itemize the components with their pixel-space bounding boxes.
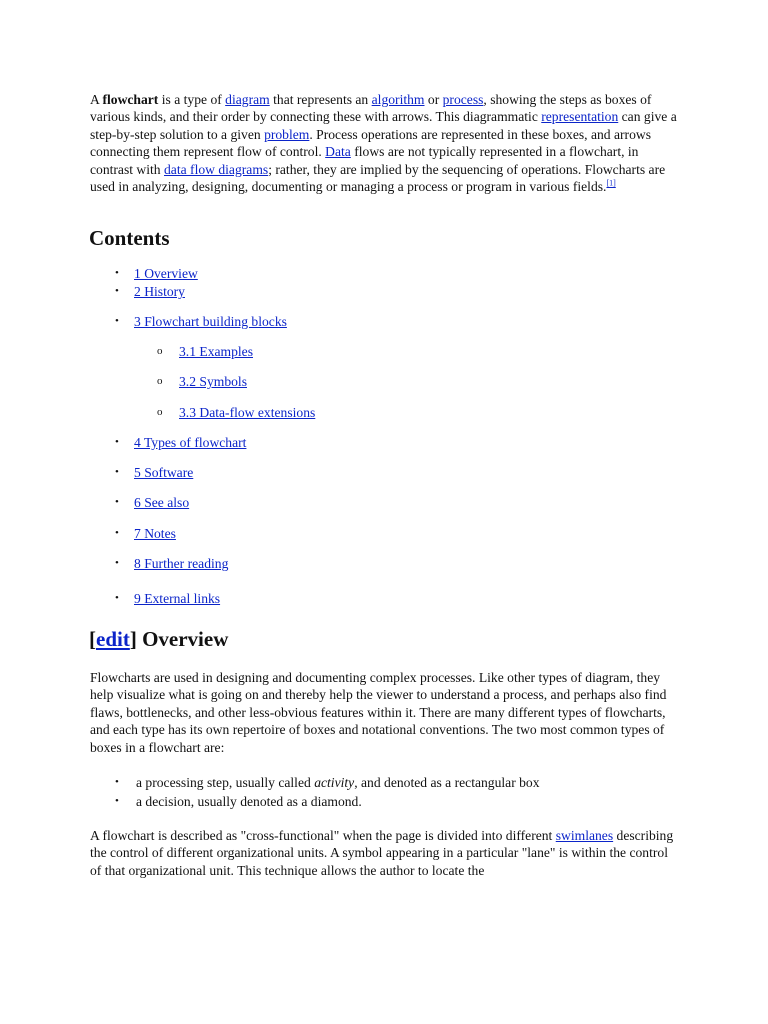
toc-subitem[interactable] (157, 343, 253, 360)
intro-text: flows are not typically represented in a flowchart, in contrast with (90, 144, 639, 177)
intro-bold-term: flowchart (102, 92, 159, 107)
toc-item[interactable] (115, 434, 247, 451)
toc-subitem[interactable] (157, 404, 316, 421)
bullet-icon: • (115, 795, 119, 807)
intro-paragraph (90, 91, 680, 195)
link-problem[interactable]: problem (264, 126, 310, 142)
link-diagram[interactable]: diagram (225, 92, 270, 107)
list-item-emphasis: activity (314, 775, 355, 790)
intro-text: . Process operations are represented in these boxes, and arrows connecting them represent flow of control. (90, 126, 651, 160)
toc-subitem[interactable] (157, 373, 247, 390)
toc-item[interactable] (115, 555, 229, 572)
toc-item[interactable] (115, 265, 198, 282)
link-data[interactable]: Data (325, 144, 351, 160)
list-item (115, 774, 540, 791)
link-process[interactable]: process (442, 92, 484, 107)
overview-paragraph: Flowcharts are used in designing and documenting complex processes. Like other types of diagram, they help visualize what is going on and thereby help the viewer to understand a process, and perhaps also find flaws, bottlenecks, and other less-obvious features within it. There are many different types of flowcharts, and each type has its own repertoire of boxes and notational conventions. The two most common types of boxes in a flowchart are: (90, 670, 667, 755)
bullet-icon: • (115, 496, 119, 508)
paragraph-text: A flowchart is described as "cross-functional" when the page is divided into different (90, 828, 556, 843)
bullet-icon: • (115, 315, 119, 327)
toc-link-software[interactable]: 5 Software (134, 465, 194, 480)
intro-text: is a type of (158, 92, 226, 107)
intro-text: can give a step-by-step solution to a given (90, 109, 677, 142)
cross-functional-paragraph (90, 827, 680, 879)
toc-link-symbols[interactable]: 3.2 Symbols (179, 374, 247, 389)
toc-link-history[interactable]: 2 History (134, 284, 185, 299)
edit-link[interactable]: edit (96, 627, 130, 651)
toc-link-overview[interactable]: 1 Overview (134, 266, 198, 281)
overview-heading (89, 625, 228, 653)
toc-item[interactable] (115, 590, 221, 607)
overview-title-text: Overview (136, 627, 229, 651)
paragraph-text: describing the control of different organizational units. A symbol appearing in a particular "lane" is within the control of that organizational unit. This technique allows the author to locate the (90, 828, 674, 878)
link-algorithm[interactable]: algorithm (371, 92, 425, 107)
toc-item[interactable] (115, 525, 176, 542)
toc-link-data-flow-extensions[interactable]: 3.3 Data-flow extensions (179, 405, 316, 420)
bullet-icon: • (115, 466, 119, 478)
bullet-icon: o (157, 406, 163, 418)
edit-bracket-open: [ (89, 627, 96, 651)
intro-text: A (90, 92, 103, 107)
toc-item[interactable] (115, 494, 190, 511)
link-representation[interactable]: representation (541, 109, 619, 125)
intro-text: , showing the steps as boxes of various kinds, and their order by connecting these with arrows. This diagrammatic (90, 92, 652, 125)
toc-link-examples[interactable]: 3.1 Examples (179, 344, 253, 359)
list-item-text: , and denoted as a rectangular box (354, 775, 540, 790)
bullet-icon: o (157, 345, 163, 357)
contents-heading: Contents (89, 226, 170, 250)
toc-link-external-links[interactable]: 9 External links (134, 591, 221, 606)
bullet-icon: • (115, 285, 119, 297)
bullet-icon: • (115, 592, 119, 604)
toc-item[interactable] (115, 283, 185, 300)
toc-link-building-blocks[interactable]: 3 Flowchart building blocks (134, 314, 287, 329)
list-item-text: a decision, usually denoted as a diamond. (136, 794, 362, 809)
intro-text: ; rather, they are implied by the sequencing of operations. Flowcharts are used in analyzing, designing, documenting or managing a process or program in various fields. (90, 161, 666, 195)
link-data-flow-diagrams[interactable]: data flow diagrams (164, 161, 269, 177)
toc-item[interactable] (115, 464, 194, 481)
link-swimlanes[interactable]: swimlanes (555, 828, 614, 843)
list-item-text: a processing step, usually called (136, 775, 315, 790)
toc-link-types[interactable]: 4 Types of flowchart (134, 435, 247, 450)
bullet-icon: • (115, 776, 119, 788)
toc-link-see-also[interactable]: 6 See also (134, 495, 190, 510)
edit-bracket-close: ] (129, 627, 137, 651)
reference-link-1[interactable]: [1] (606, 178, 616, 188)
intro-text: or (424, 92, 443, 107)
toc-link-further-reading[interactable]: 8 Further reading (134, 556, 229, 571)
bullet-icon: • (115, 527, 119, 539)
list-item (115, 793, 362, 810)
toc-link-notes[interactable]: 7 Notes (134, 526, 176, 541)
bullet-icon: • (115, 557, 119, 569)
bullet-icon: • (115, 267, 119, 279)
intro-text: that represents an (269, 92, 372, 107)
bullet-icon: • (115, 436, 119, 448)
bullet-icon: o (157, 375, 163, 387)
toc-item[interactable] (115, 313, 287, 330)
